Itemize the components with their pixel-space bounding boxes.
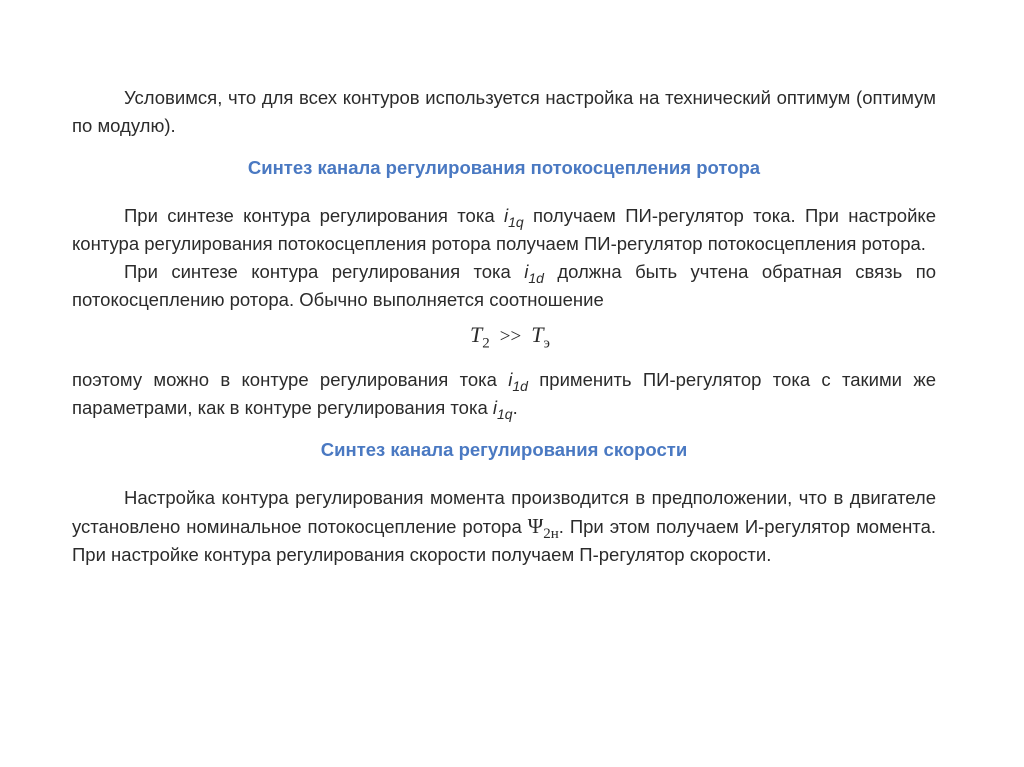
math-variable-psi2n: $\Psi_{2н}$ [527,514,559,543]
document-body [72,84,936,569]
paragraph-torque-speed-tuning [72,484,936,569]
paragraph-text: . При этом получаем И-регулятор момента. При настройке контура регулирования скорости получаем П-регулятор скорости. [72,516,936,566]
paragraph-text: применить ПИ-регулятор тока с такими же параметрами, как в контуре регулирования тока [72,369,936,419]
paragraph-text: При синтезе контура регулирования тока [124,205,504,226]
math-variable-i1d: $i_{1d}$ [524,261,544,286]
paragraph-text: Условимся, что для всех контуров используется настройка на технический оптимум (оптимум по модулю). [72,87,936,136]
math-variable-i1q: $i_{1q}$ [503,205,524,230]
paragraph-current-1q-synthesis [72,202,936,258]
math-variable-i1d: $i_{1d}$ [508,369,528,395]
paragraph-text: должна быть учтена обратная связь по потокосцеплению ротора. Обычно выполняется соотношение [72,261,937,310]
formula-time-constants: $T_2 >> T_э$ [470,322,550,352]
paragraph-text: получаем ПИ-регулятор тока. При настройке контура регулирования потокосцепления ротора получаем ПИ-регулятор потокосцепления ротора. [72,205,936,254]
paragraph-current-1d-synthesis [72,258,936,314]
math-variable-i1q: $i_{1q}$ [492,397,513,423]
paragraph-text: При синтезе контура регулирования тока [124,261,525,282]
section-heading-flux-channel: Синтез канала регулирования потокосцепления ротора [247,157,761,178]
paragraph-text: Настройка контура регулирования момента производится в предположении, что в двигателе установлено номинальное потокосцепление ротора [72,487,936,538]
paragraph-optimum-condition [72,84,936,140]
paragraph-pi-regulator-reuse: поэтому можно в контуре регулирования тока $i_{1d}$ применить ПИ-регулятор тока с такими же параметрами, как в контуре регулирования тока $i_{1q}$. [72,369,936,423]
paragraph-text: поэтому можно в контуре регулирования тока [72,369,509,391]
section-heading-speed-channel: Синтез канала регулирования скорости [320,439,688,461]
